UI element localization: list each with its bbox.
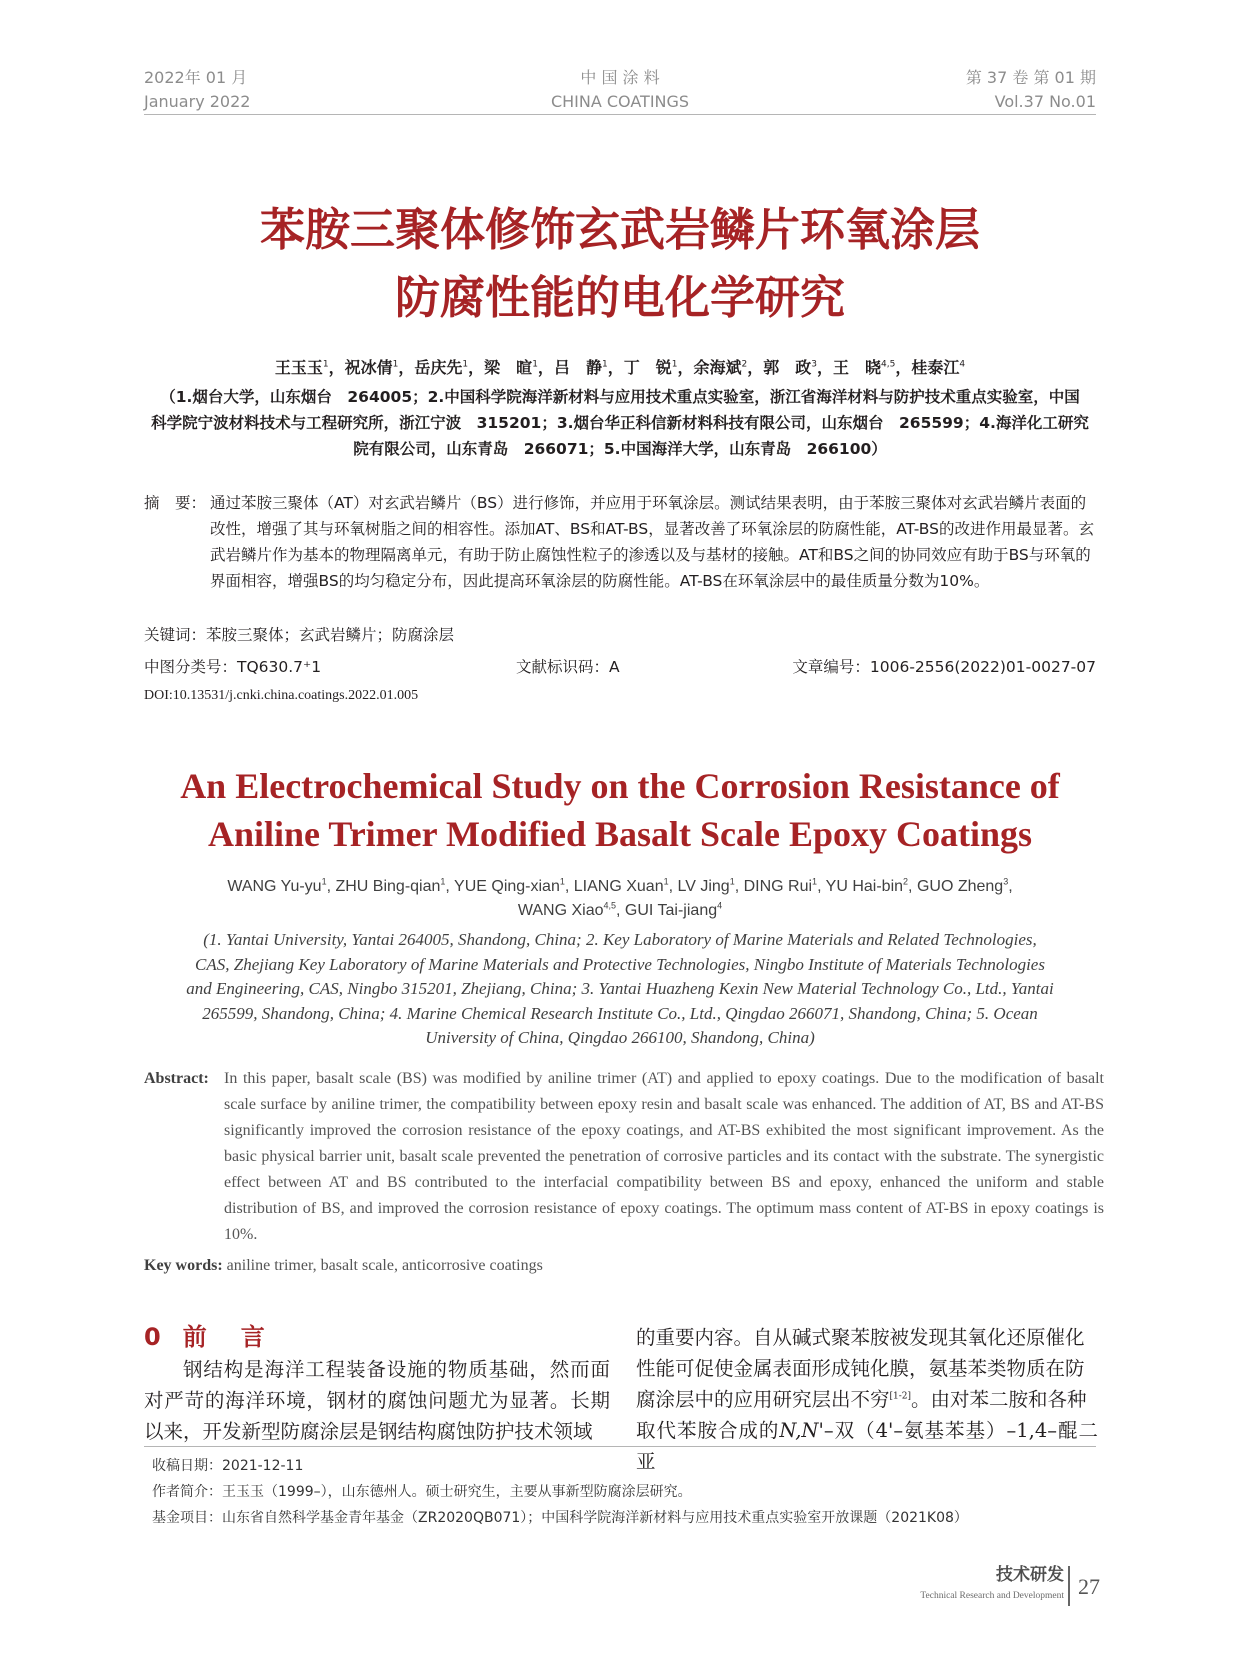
abstract-cn-text: 通过苯胺三聚体（AT）对玄武岩鳞片（BS）进行修饰，并应用于环氧涂层。测试结果表明，由于苯胺三聚体对玄武岩鳞片表面的改性，增强了其与环氧树脂之间的相容性。添加AT、BS和AT-BS，显著改善了环氧涂层的防腐性能，AT-BS的改进作用最显著。玄武岩鳞片作为基本的物理隔离单元，有助于防止腐蚀性粒子的渗透以及与基材的接触。AT和BS之间的协同效应有助于BS与环氧的界面相容，增强BS的均匀稳定分布，因此提高环氧涂层的防腐性能。AT-BS在环氧涂层中的最佳质量分数为10%。	[210, 494, 1094, 590]
author-cn: 王 晓$^{4,5}$，	[833, 358, 912, 377]
header-journal-cn: 中 国 涂 料	[580, 68, 660, 87]
abstract-en-text: In this paper, basalt scale (BS) was modified by aniline trimer (AT) and applied to epoxy coatings. Due to the modification of basalt scale surface by aniline trimer, the compatibility between epoxy resin and basalt scale was enhanced. The addition of AT, BS and AT-BS significantly improved the corrosion resistance of the epoxy coatings, and AT-BS exhibited the most significant improvement. As the basic physical barrier unit, basalt scale prevented the penetration of corrosive particles and its contact with the substrate. The synergistic effect between AT and BS contributed to the interfacial compatibility between BS and epoxy, enhanced the uniform and stable distribution of BS, and improved the corrosion resistance of epoxy coatings. The optimum mass content of AT-BS in epoxy coatings is 10%.	[224, 1070, 1104, 1243]
affiliation-en-line: CAS, Zhejiang Key Laboratory of Marine Materials and Protective Technologies, Ningbo Institute of Materials Technologies	[195, 954, 1045, 974]
keywords-en	[144, 1254, 543, 1278]
affiliation-en-line: and Engineering, CAS, Ningbo 315201, Zhejiang, China; 3. Yantai Huazheng Kexin New Material Technology Co., Ltd., Yantai	[186, 979, 1054, 998]
affiliation-cn-line: 科学院宁波材料技术与工程研究所，浙江宁波 315201；3.烟台华正科信新材料科技有限公司，山东烟台 265599；4.海洋化工研究	[151, 414, 1089, 432]
header-date-cn: 2022年 01 月	[144, 68, 248, 87]
footnote-fund: 基金项目：山东省自然科学基金青年基金（ZR2020QB071）；中国科学院海洋新材料与应用技术重点实验室开放课题（2021K08）	[152, 1510, 968, 1526]
body-column-right	[636, 1322, 1098, 1477]
affiliation-cn	[144, 384, 1096, 462]
author-en: GUI Tai-jiang$^4$	[624, 900, 723, 919]
header-date	[144, 66, 250, 114]
authors-en-line	[144, 899, 1096, 923]
footnote-author-bio: 作者简介：王玉玉（1999–），山东德州人。硕士研究生，主要从事新型防腐涂层研究。	[152, 1484, 692, 1500]
footer-section-en: Technical Research and Development	[920, 1591, 1064, 1601]
title-en-line2: Aniline Trimer Modified Basalt Scale Epoxy Coatings	[207, 814, 1033, 854]
author-en: YUE Qing-xian$^1$,	[454, 876, 574, 895]
title-en	[144, 762, 1096, 858]
body-line: 性能可促使金属表面形成钝化膜，氨基苯类物质在防	[636, 1357, 1085, 1380]
title-en-line1: An Electrochemical Study on the Corrosion Resistance of	[180, 766, 1060, 806]
title-cn	[144, 196, 1096, 332]
author-cn: 梁 暄$^1$，	[484, 358, 554, 377]
keywords-en-text: aniline trimer, basalt scale, anticorrosive coatings	[226, 1257, 543, 1274]
body-line: 腐涂层中的应用研究层出不穷[1-2]。由对苯二胺和各种	[636, 1388, 1087, 1411]
header-issue-en: Vol.37 No.01	[994, 92, 1096, 111]
author-en: DING Rui$^1$,	[743, 876, 826, 895]
affiliation-en-line: (1. Yantai University, Yantai 264005, Shandong, China; 2. Key Laboratory of Marine Materials and Related Technologies,	[203, 930, 1037, 949]
author-cn: 郭 政$^3$，	[763, 358, 833, 377]
header-date-en: January 2022	[144, 92, 251, 111]
header-journal	[520, 66, 720, 114]
abstract-en-label: Abstract:	[144, 1070, 209, 1087]
affiliation-cn-line: 院有限公司，山东青岛 266071；5.中国海洋大学，山东青岛 266100）	[353, 440, 887, 458]
author-cn: 丁 锐$^1$，	[623, 358, 694, 377]
article-number: 文章编号：1006-2556(2022)01-0027-07	[792, 658, 1096, 676]
title-cn-line1: 苯胺三聚体修饰玄武岩鳞片环氧涂层	[259, 203, 980, 256]
author-en: ZHU Bing-qian$^1$,	[335, 876, 455, 895]
authors-en-line	[144, 875, 1096, 899]
author-en: LIANG Xuan$^1$,	[573, 876, 678, 895]
abstract-cn-label: 摘 要：	[144, 494, 207, 512]
header-issue	[966, 66, 1096, 114]
authors-en	[144, 875, 1096, 923]
author-cn: 王玉玉$^1$，	[274, 358, 345, 377]
section-title-part: 言	[240, 1323, 265, 1351]
author-en: LV Jing$^1$,	[677, 876, 744, 895]
author-en: YU Hai-bin$^2$,	[825, 876, 917, 895]
doi: DOI:10.13531/j.cnki.china.coatings.2022.01.005	[144, 688, 419, 703]
affiliation-en-line: 265599, Shandong, China; 4. Marine Chemical Research Institute Co., Ltd., Qingdao 266071, Shandong, China; 5. Ocean	[202, 1003, 1038, 1023]
affiliation-en	[144, 928, 1096, 1051]
footer-divider	[1068, 1566, 1070, 1606]
abstract-cn	[144, 490, 1096, 594]
title-cn-line2: 防腐性能的电化学研究	[394, 271, 845, 324]
keywords-en-label: Key words:	[144, 1257, 223, 1274]
affiliation-en-line: University of China, Qingdao 266100, Shandong, China)	[425, 1028, 815, 1047]
header-journal-en: CHINA COATINGS	[550, 92, 690, 111]
section-number: 0	[144, 1323, 161, 1351]
body-line: 取代苯胺合成的N,N'–双（4'–氨基苯基）–1,4–醌二亚	[636, 1419, 1098, 1473]
footer-section-cn: 技术研发	[996, 1565, 1064, 1585]
header-issue-cn: 第 37 卷 第 01 期	[965, 68, 1096, 87]
section-heading	[144, 1320, 265, 1354]
document-code: 文献标识码：A	[516, 658, 620, 676]
header-divider	[144, 114, 1096, 115]
section-title-part: 前	[182, 1323, 207, 1351]
body-paragraph: 钢结构是海洋工程装备设施的物质基础，然而面对严苛的海洋环境，钢材的腐蚀问题尤为显著。长期以来，开发新型防腐涂层是钢结构腐蚀防护技术领域	[144, 1358, 610, 1443]
clc-number: 中图分类号：TQ630.7⁺1	[144, 658, 322, 676]
keywords-cn: 关键词：苯胺三聚体；玄武岩鳞片；防腐涂层	[144, 626, 455, 644]
citation-ref[interactable]: [1-2]	[889, 1391, 912, 1402]
authors-cn	[144, 356, 1096, 380]
affiliation-cn-line: （1.烟台大学，山东烟台 264005；2.中国科学院海洋新材料与应用技术重点实验室，浙江省海洋材料与防护技术重点实验室，中国	[160, 388, 1080, 406]
body-column-left	[144, 1354, 610, 1447]
footnote-divider	[144, 1446, 1096, 1447]
author-cn: 桂泰江$^4$	[911, 358, 966, 377]
author-en: WANG Xiao$^{4,5}$,	[517, 900, 625, 919]
author-en: GUO Zheng$^3$,	[916, 876, 1013, 895]
author-cn: 吕 静$^1$，	[553, 358, 624, 377]
author-cn: 祝冰倩$^1$，	[344, 358, 415, 377]
body-line: 的重要内容。自从碱式聚苯胺被发现其氧化还原催化	[636, 1326, 1085, 1349]
footnote-received: 收稿日期：2021-12-11	[152, 1458, 304, 1474]
author-cn: 岳庆先$^1$，	[414, 358, 485, 377]
author-cn: 余海斌$^2$，	[693, 358, 764, 377]
page-number: 27	[1078, 1574, 1100, 1599]
abstract-en	[144, 1066, 1104, 1248]
author-en: WANG $Yu-yu^1$,	[227, 876, 336, 895]
